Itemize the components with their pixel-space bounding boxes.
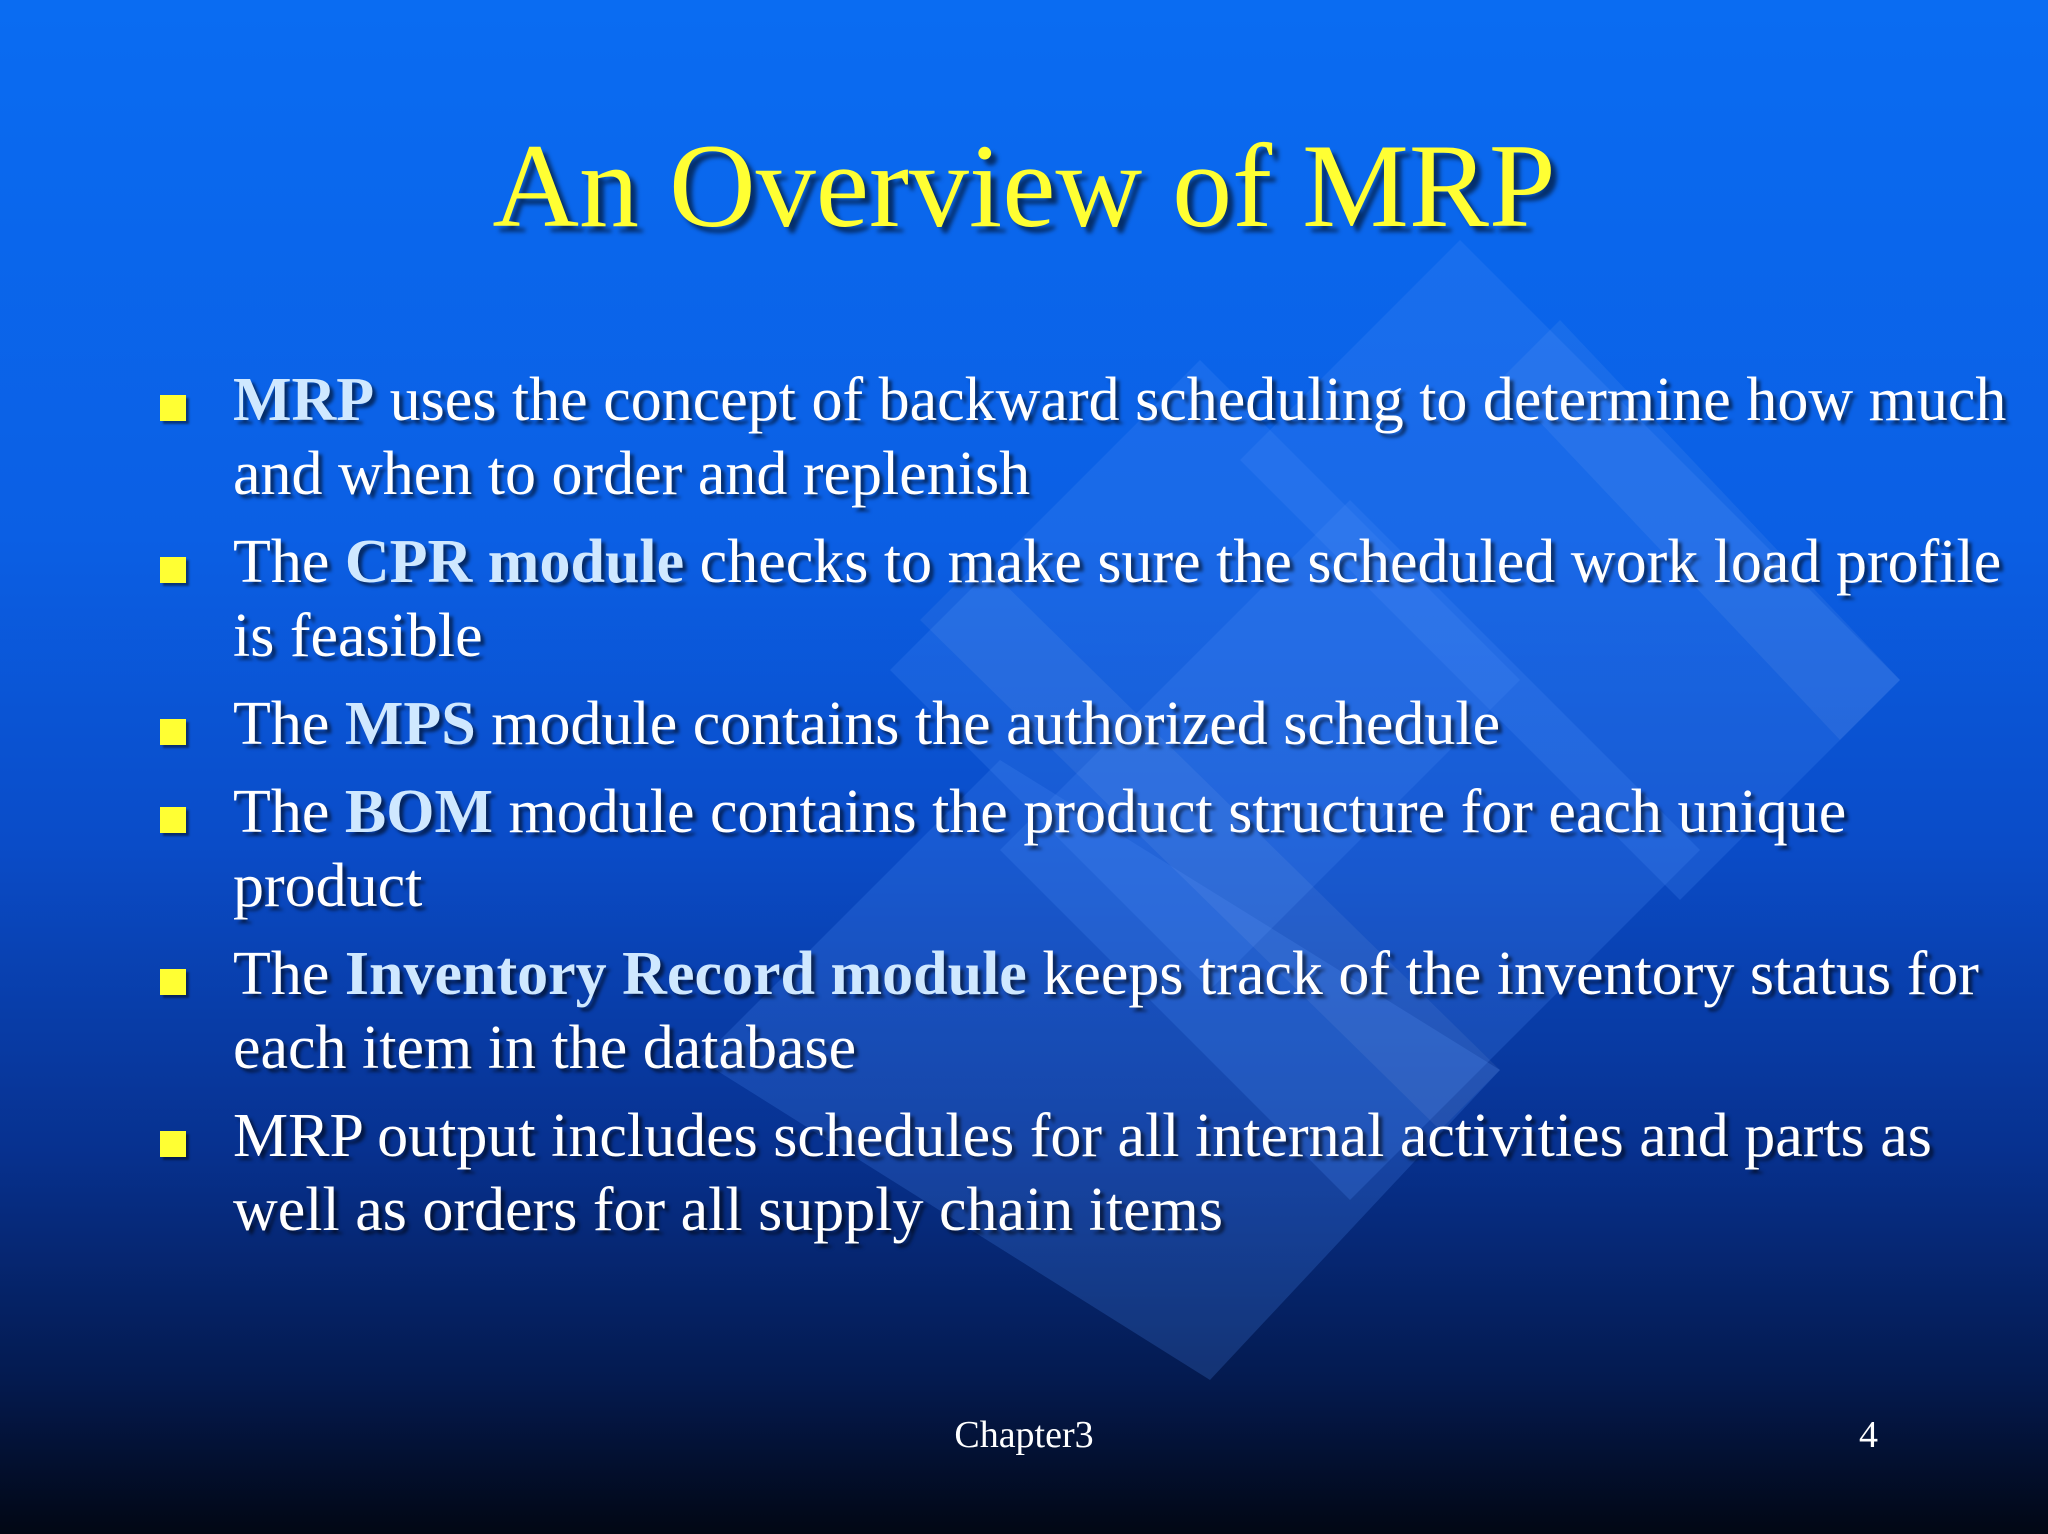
bullet-item <box>155 1099 2030 1247</box>
bullet-list <box>155 363 2030 1261</box>
bullet-text-post: keeps track of the inventory status for each item in the database <box>233 940 1979 1082</box>
square-bullet-icon <box>160 807 186 833</box>
bullet-text-pre: The <box>233 528 345 596</box>
bullet-text-pre: The <box>233 940 345 1008</box>
bullet-text-emphasis: Inventory Record module <box>344 940 1027 1008</box>
bullet-text-pre: The <box>233 690 345 758</box>
footer-chapter: Chapter3 <box>954 1414 1094 1456</box>
bullet-text-emphasis: MRP <box>233 366 375 434</box>
bullet-text-pre: The <box>233 778 345 846</box>
bullet-item <box>155 525 2030 673</box>
square-bullet-icon <box>160 1131 186 1157</box>
square-bullet-icon <box>160 557 186 583</box>
bullet-item <box>155 687 2030 761</box>
bullet-text-emphasis: BOM <box>344 778 493 846</box>
bullet-text-emphasis: MPS <box>344 690 476 758</box>
square-bullet-icon <box>160 395 186 421</box>
bullet-text-post: module contains the authorized schedule <box>475 690 1501 758</box>
bullet-text-emphasis: CPR module <box>344 528 685 596</box>
bullet-text-post: uses the concept of backward scheduling to determine how much and when to order and replenish <box>233 366 2007 508</box>
square-bullet-icon <box>160 719 186 745</box>
square-bullet-icon <box>160 969 186 995</box>
bullet-item <box>155 363 2030 511</box>
bullet-text-post: module contains the product structure for each unique product <box>233 778 1847 920</box>
bullet-item <box>155 937 2030 1085</box>
bullet-item <box>155 775 2030 923</box>
bullet-text-pre: MRP output includes schedules for all internal activities and parts as well as orders for all supply chain items <box>233 1102 1932 1244</box>
slide-title: An Overview of MRP <box>492 119 1556 252</box>
bullet-text-post: checks to make sure the scheduled work load profile is feasible <box>233 528 2002 670</box>
footer-page-number: 4 <box>1859 1414 1878 1456</box>
